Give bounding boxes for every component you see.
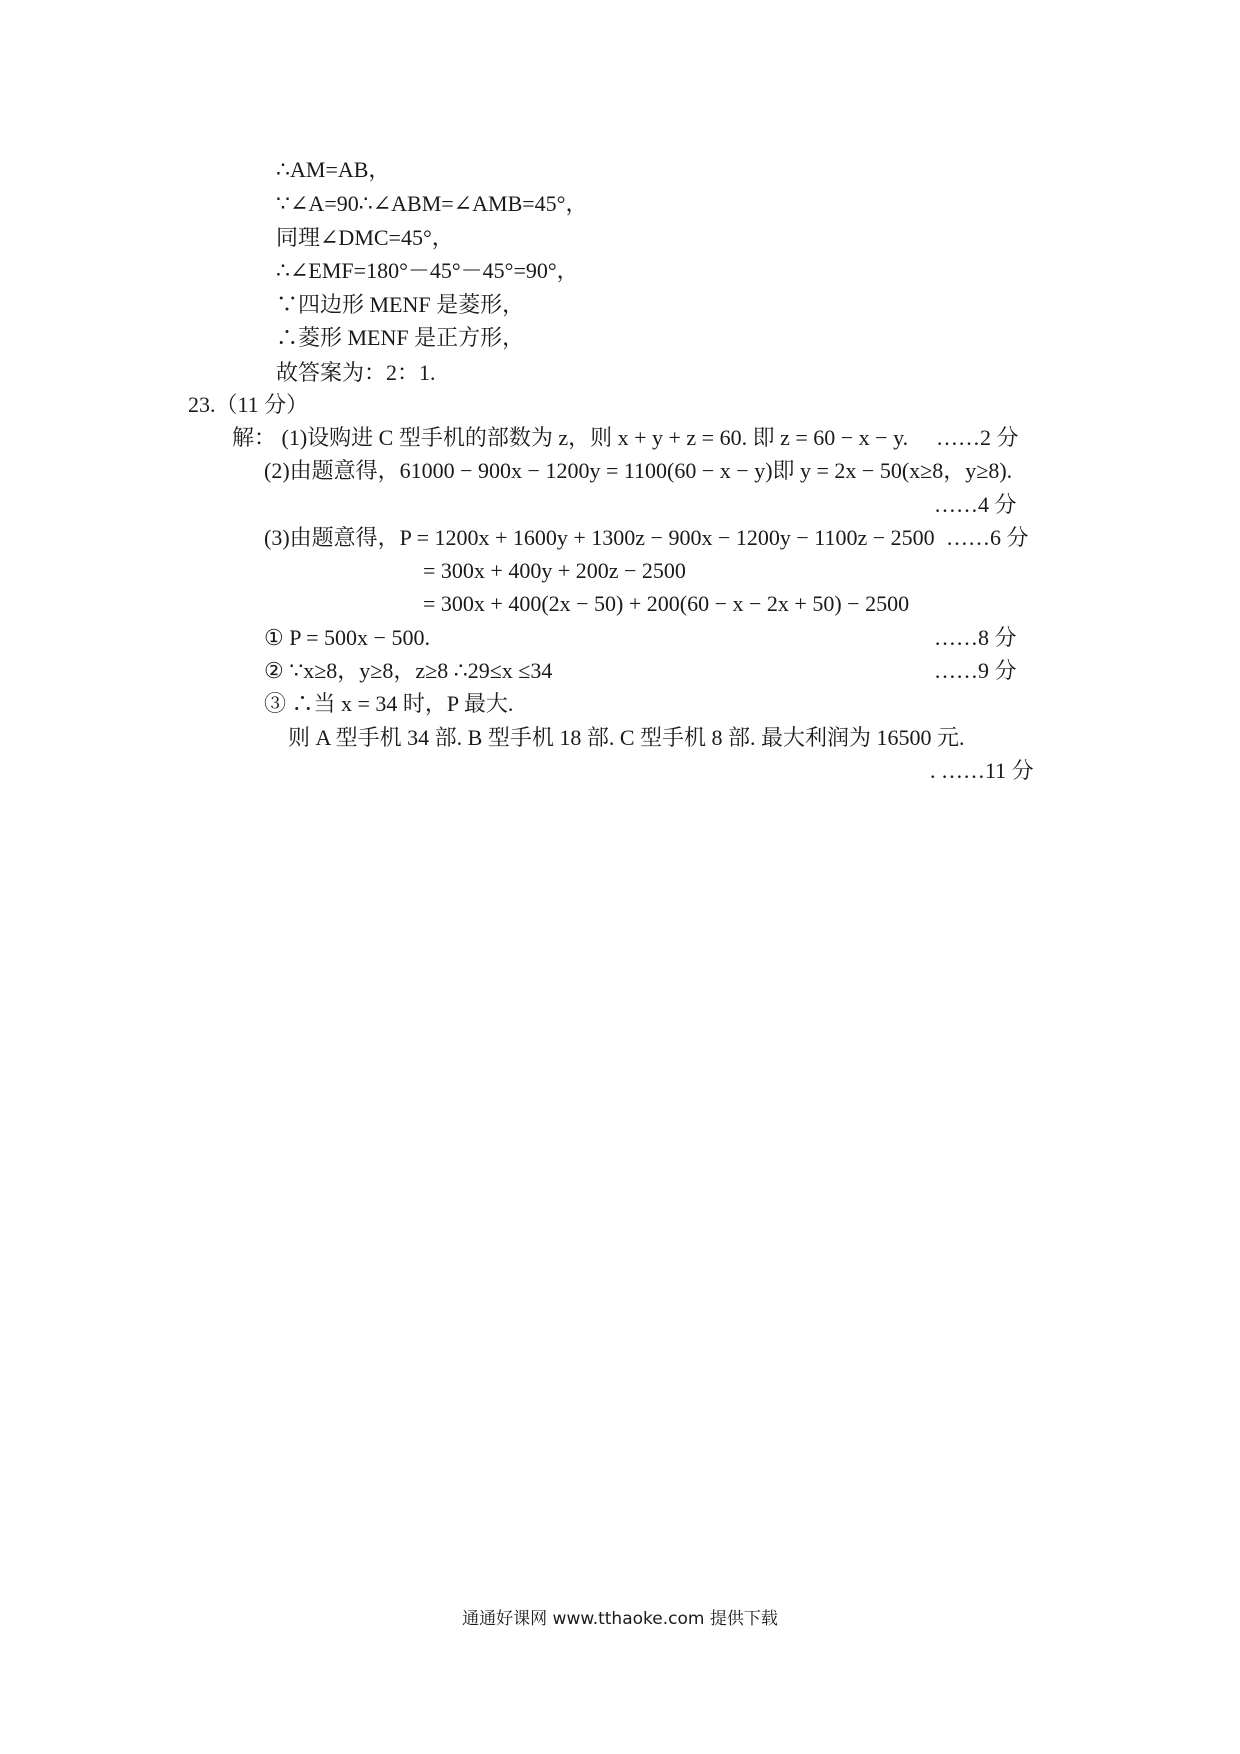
page-footer: 通通好课网 www.tthaoke.com 提供下载 [462,1609,778,1629]
question-header: 23.（11 分） [188,392,309,417]
proof-line-6: ∴菱形 MENF 是正方形， [276,325,525,350]
final-score: . ……11 分 [930,758,1034,783]
proof-line-3: 同理∠DMC=45°， [276,225,454,250]
solution-step-2: ② ∵x≥8，y≥8，z≥8 ∴29≤x ≤34 [264,658,553,683]
part2-score: ……4 分 [934,492,1017,517]
step1-score: ……8 分 [934,625,1017,650]
solution-step-1: ① P = 500x − 500. [264,625,430,650]
proof-line-4: ∴∠EMF=180°－45°－45°=90°， [276,258,579,283]
proof-line-2: ∵∠A=90∴∠ABM=∠AMB=45°， [276,191,588,216]
proof-line-5: ∵四边形 MENF 是菱形， [276,292,525,317]
proof-line-1: ∴AM=AB， [276,157,391,182]
part1-score: ……2 分 [936,425,1019,450]
question-part3-line3: = 300x + 400(2x − 50) + 200(60 − x − 2x + 50) − 2500 [423,591,910,616]
question-part1: 解： (1)设购进 C 型手机的部数为 z，则 x + y + z = 60. 即 z = 60 − x − y. [232,425,909,450]
question-part3: (3)由题意得，P = 1200x + 1600y + 1300z − 900x − 1200y − 1100z − 2500 [264,525,935,550]
step2-score: ……9 分 [934,658,1017,683]
question-part3-line2: = 300x + 400y + 200z − 2500 [423,558,686,583]
solution-conclusion: 则 A 型手机 34 部. B 型手机 18 部. C 型手机 8 部. 最大利润为 16500 元. [288,725,965,750]
part3-score: ……6 分 [946,525,1029,550]
proof-line-7: 故答案为：2：1. [276,360,436,385]
solution-step-3: ③ ∴当 x = 34 时，P 最大. [264,691,514,716]
question-part2: (2)由题意得，61000 − 900x − 1200y = 1100(60 − x − y)即 y = 2x − 50(x≥8，y≥8). [264,458,1013,483]
